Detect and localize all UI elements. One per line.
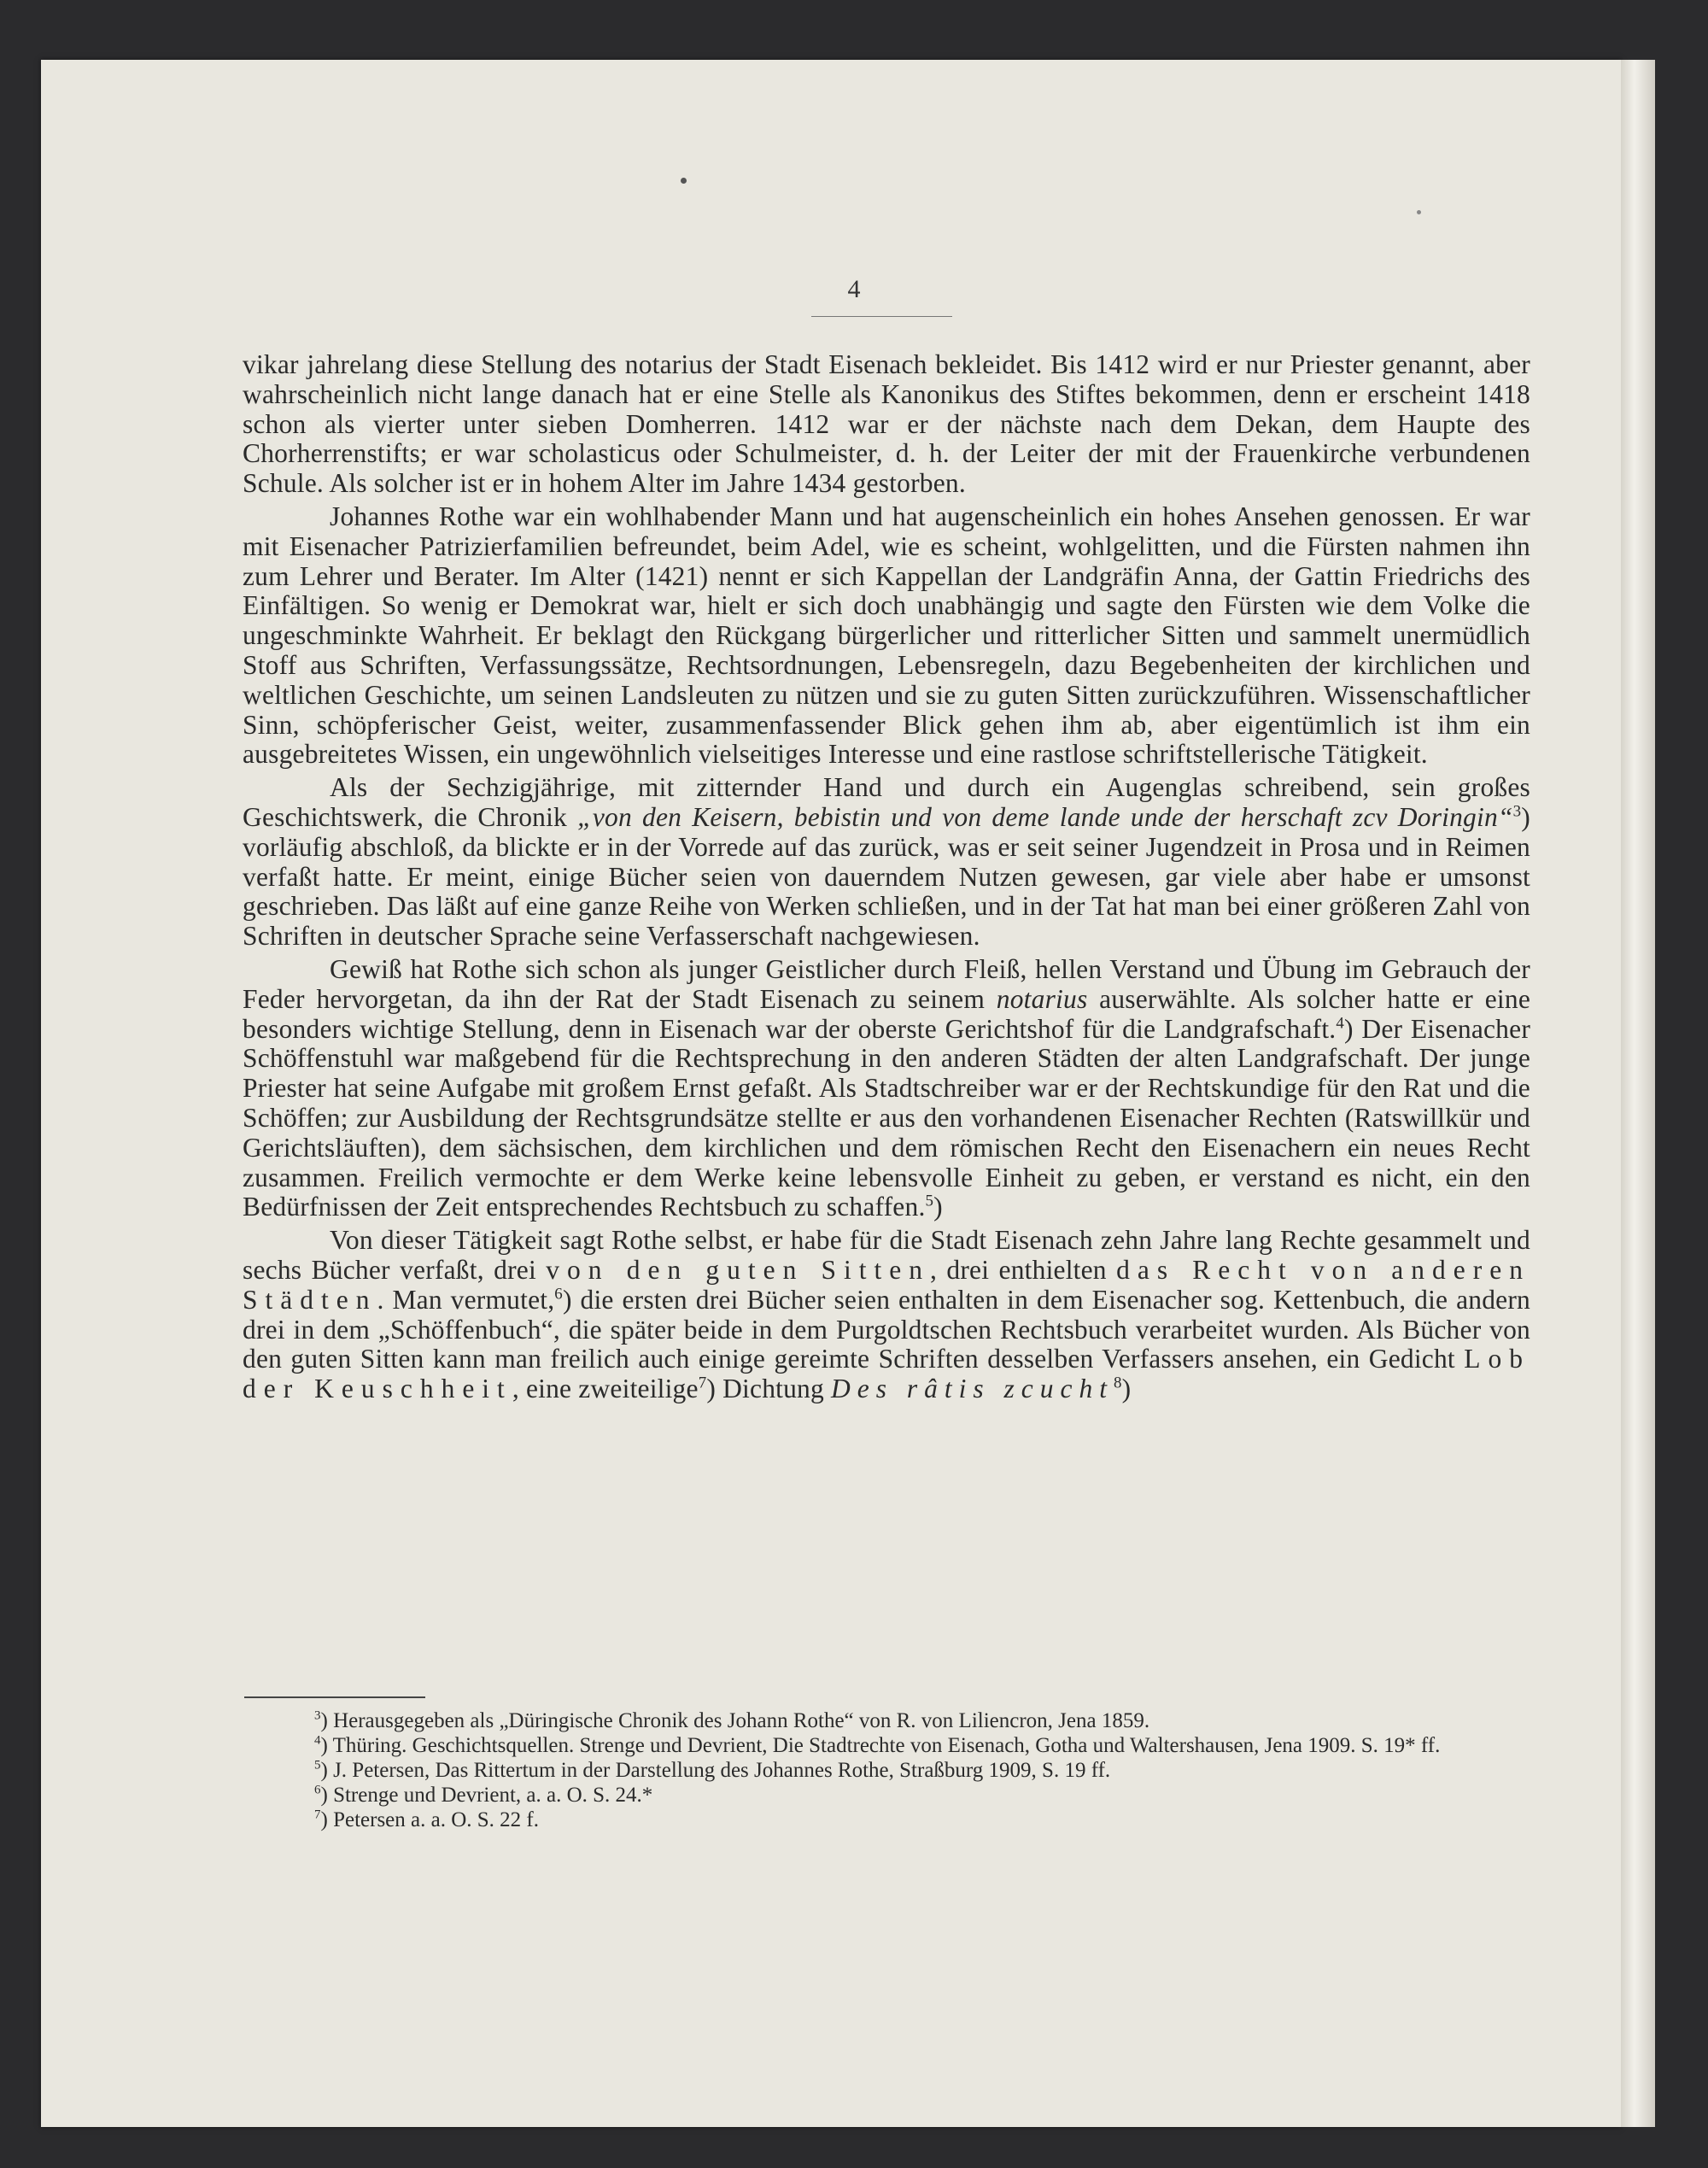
footnote-text: Petersen a. a. O. S. 22 f. [333, 1808, 539, 1831]
text-run: ) [933, 1192, 943, 1222]
page-edge [1621, 60, 1655, 2127]
text-run: ) Dichtung [706, 1374, 832, 1404]
footnote-ref: 4 [1336, 1014, 1345, 1033]
text-run: ) Der Eisenacher Schöffenstuhl war maßgebend für die Rechtsprechung in den anderen Städten der alten Landgrafschaft. Der junge Priester hat seine Aufgabe mit großem Ernst gefaßt. Als Stadtschreiber war er der Rechtskundige für den Rat und die Schöffen; zur Ausbildung der Rechtsgrundsätze stellte er aus den vorhandenen Eisenacher Rechten (Ratswillkür und Gerichtsläuften), dem sächsischen, dem kirchlichen und dem römischen Recht den Eisenachern ein neues Recht zusammen. Freilich vermochte er dem Werke keine lebensvolle Einheit zu geben, er verstand es nicht, ein den Bedürfnissen der Zeit entsprechendes Rechtsbuch zu schaffen. [243, 1013, 1531, 1222]
text-run: ) [1121, 1374, 1132, 1404]
text-run: auserwählte. Als solcher hatte er eine besonders wichtige Stellung, denn in Eisenach war der oberste Gerichtshof für die Landgrafschaft. [243, 983, 1530, 1044]
footnote-mark: 5 [314, 1758, 321, 1772]
footnote-mark: 6 [314, 1783, 321, 1797]
footnote-paren: ) [320, 1784, 334, 1807]
paragraph [243, 955, 1530, 1222]
footnote [243, 1708, 1530, 1733]
footnote-text: Strenge und Devrient, a. a. O. S. 24.* [333, 1784, 653, 1807]
footnote-text: Herausgegeben als „Düringische Chronik des Johann Rothe“ von R. von Liliencron, Jena 1859. [333, 1709, 1150, 1732]
footnote [243, 1808, 1530, 1832]
text-run: . Man vermutet, [377, 1284, 555, 1315]
speck-mark [681, 178, 687, 184]
footnote-ref: 5 [925, 1192, 934, 1210]
text-run: ) vorläufig abschloß, da blickte er in der Vorrede auf das zurück, was er seit seiner Jugendzeit in Prosa und in Reimen verfaßt hatte. Er meint, einige Bücher seien von dauerndem Nutzen gewesen, gar viele aber habe er umsonst geschrieben. Das läßt auf eine ganze Reihe von Werken schließen, und in der Tat hat man bei einer größeren Zahl von Schriften in deutscher Sprache seine Verfasserschaft nachgewiesen. [243, 801, 1530, 952]
text-run: , eine zweiteilige [512, 1374, 699, 1404]
footnote-text: J. Petersen, Das Rittertum in der Darstellung des Johannes Rothe, Straßburg 1909, S. 19 ff. [333, 1759, 1111, 1782]
footnote-paren: ) [320, 1808, 334, 1831]
paragraph [243, 1226, 1530, 1404]
footnote [243, 1758, 1530, 1783]
page-number-rule [811, 316, 952, 317]
footnote-ref: 3 [1512, 802, 1522, 821]
spaced-italic-text: Des râtis zcucht [831, 1374, 1114, 1404]
text-run: Von dieser Tätigkeit sagt Rothe selbst, er habe für die Stadt Eisenach zehn Jahre lang Rechte gesammelt und sechs Bücher verfaßt, drei [243, 1225, 1530, 1285]
text-run: Gewiß hat Rothe sich schon als junger Geistlicher durch Fleiß, hellen Verstand und Übung im Gebrauch der Feder hervorgetan, da ihn der Rat der Stadt Eisenach zu seinem [243, 953, 1530, 1014]
footnote-paren: ) [320, 1709, 334, 1732]
page-number: 4 [847, 275, 861, 303]
spaced-text: von den guten Sitten [546, 1254, 930, 1285]
text-run: Johannes Rothe war ein wohlhabender Mann und hat augenscheinlich ein hohes Ansehen genossen. Er war mit Eisenacher Patrizierfamilien befreundet, beim Adel, wie es scheint, wohlgelitten, und die Fürsten nahmen ihn zum Lehrer und Berater. Im Alter (1421) nennt er sich Kappellan der Landgräfin Anna, der Gattin Friedrichs des Einfältigen. So wenig er Demokrat war, hielt er sich doch unabhängig und sagte den Fürsten wie dem Volke die ungeschminkte Wahrheit. Er beklagt den Rückgang bürgerlicher und ritterlicher Sitten und sammelt unermüdlich Stoff aus Schriften, Verfassungssätze, Rechtsordnungen, Lebensregeln, dazu Begebenheiten der kirchlichen und weltlichen Geschichte, um seinen Landsleuten zu nützen und sie zu guten Sitten zurückzuführen. Wissenschaftlicher Sinn, schöpferischer Geist, weiter, zusammenfassender Blick gehen ihm ab, aber eigentümlich ist ihm ein ausgebreitetes Wissen, ein ungewöhnlich vielseitiges Interesse und eine rastlose schriftstellerische Tätigkeit. [243, 501, 1530, 770]
speck-mark [1417, 210, 1421, 214]
paragraph [243, 773, 1530, 952]
footnote-mark: 3 [314, 1708, 321, 1723]
paragraph [243, 502, 1530, 770]
footnote [243, 1783, 1530, 1808]
text-run: ) die ersten drei Bücher seien enthalten in dem Eisenacher sog. Kettenbuch, die andern drei in dem „Schöffenbuch“, die später beide in dem Purgoldtschen Rechtsbuch verarbeitet wurden. Als Bücher von den guten Sitten kann man freilich auch einige gereimte Schriften desselben Verfassers ansehen, ein Gedicht [243, 1284, 1530, 1374]
footnote-mark: 4 [314, 1733, 321, 1748]
italic-text: „von den Keisern, bebistin und von deme lande unde der herschaft zcv Doringin“ [577, 801, 1513, 832]
body-text [243, 350, 1530, 1408]
footnotes [243, 1708, 1530, 1832]
footnote-ref: 7 [698, 1374, 707, 1392]
footnote-ref: 8 [1114, 1374, 1122, 1392]
footnote-paren: ) [320, 1734, 333, 1757]
text-run: Als der Sechzigjährige, mit zitternder Hand und durch ein Augenglas schreibend, sein großes Geschichtswerk, die Chronik [243, 772, 1530, 832]
paragraph [243, 350, 1530, 499]
footnote-paren: ) [320, 1759, 334, 1782]
footnote-rule [244, 1696, 425, 1698]
text-run: vikar jahrelang diese Stellung des notarius der Stadt Eisenach bekleidet. Bis 1412 wird er nur Priester genannt, aber wahrscheinlich nicht lange danach hat er eine Stelle als Kanonikus des Stiftes bekommen, denn er erscheint 1418 schon als vierter unter sieben Domherren. 1412 war er der nächste nach dem Dekan, dem Haupte des Chorherrenstifts; er war scholasticus oder Schulmeister, d. h. der Leiter der mit der Frauenkirche verbundenen Schule. Als solcher ist er in hohem Alter im Jahre 1434 gestorben. [243, 349, 1530, 499]
footnote-mark: 7 [314, 1808, 321, 1822]
footnote [243, 1733, 1530, 1758]
spaced-text: das Recht von anderen Städten [243, 1254, 1530, 1315]
footnote-ref: 6 [554, 1285, 563, 1304]
italic-text: notarius [996, 983, 1088, 1014]
footnote-text: Thüring. Geschichtsquellen. Strenge und Devrient, Die Stadtrechte von Eisenach, Gotha und Waltershausen, Jena 1909. S. 19* ff. [332, 1734, 1441, 1757]
spaced-text: Lob der Keuschheit [243, 1344, 1530, 1404]
text-run: , drei enthielten [929, 1254, 1117, 1285]
